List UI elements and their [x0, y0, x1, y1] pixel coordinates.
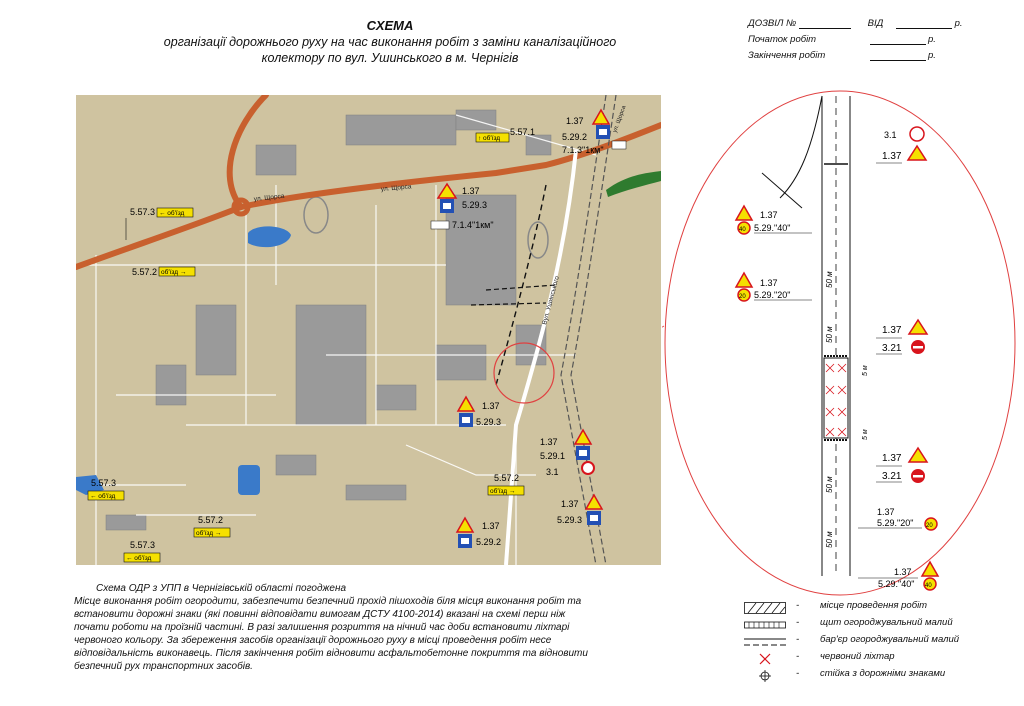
railway [561, 95, 606, 565]
sign-code: 1.37 [482, 521, 500, 531]
sign-code: 5.57.2 [132, 267, 158, 277]
detail-sign-5-29-40-right-code: 5.29."40" [878, 579, 915, 589]
roadwork-sign-icon [736, 206, 752, 220]
roadwork-sign-icon [736, 273, 752, 287]
legend-dash: - [796, 600, 800, 611]
sign-code: 5.29.3 [557, 515, 583, 525]
legend-label-1: місце проведення робіт [820, 600, 928, 611]
sign-5-57-3-bottom-left [124, 540, 160, 562]
location-map [76, 95, 661, 565]
detail-sign-1-37-a-code: 1.37 [882, 325, 902, 336]
sign-group-mid [431, 184, 494, 230]
street-label-ushynskoho: Вул. Ушинського [541, 275, 561, 326]
notes-line-5: відповідальність виконавець. Після закінчення робіт відновити асфальтобетонне покриття та відновити [74, 648, 588, 659]
distance-label: 50 м [825, 531, 834, 548]
sign-code: 5.29.3 [476, 417, 502, 427]
end-suffix: р. [928, 50, 936, 61]
distance-label: 50 м [825, 271, 834, 288]
speed-limit-40-label: 40 [739, 227, 746, 233]
start-date-row [748, 34, 1018, 50]
permit-number-field [799, 18, 851, 29]
shield-icon [744, 619, 786, 631]
notes-line-1: Місце виконання робіт огородити, забезпечити безпечний прохід пішоходів біля місця виконання робіт та [74, 596, 582, 607]
sign-code: 1.37 [561, 499, 579, 509]
sign-code: 1.37 [540, 437, 558, 447]
end-date-row [748, 50, 1018, 66]
sign-code: 5.57.3 [130, 207, 156, 217]
roadwork-sign-icon [909, 320, 927, 334]
permit-block [748, 18, 1018, 66]
park-strip [606, 171, 661, 197]
notes-line-4: червоного кольору. За збереження засобів організації дорожнього руху в місці проведення робіт несе [74, 635, 552, 646]
detail-sign-1-37-top-code: 1.37 [882, 151, 902, 162]
sign-code: 5.29.2 [562, 132, 588, 142]
roadwork-sign-icon [908, 146, 926, 160]
sign-code: 5.57.3 [130, 540, 156, 550]
sign-code: 7.1.4"1км" [452, 220, 494, 230]
detail-sign-3-21-b-code: 3.21 [882, 471, 902, 482]
sign-plate: ↑ об'їзд [478, 135, 501, 142]
detail-ellipse [665, 91, 1015, 595]
notes-line-2: встановити дорожні знаки (які повинні відповідати вимогам ДСТУ 4100-2014) вказані на схемі перш ніж [74, 609, 566, 620]
end-date-field [870, 50, 926, 61]
sign-code: 5.29.1 [540, 451, 566, 461]
connector-line [662, 326, 664, 333]
permit-number-row [748, 18, 1018, 34]
sign-code: 3.1 [546, 467, 559, 477]
detail-sign-1-37-right2-code: 1.37 [894, 567, 912, 577]
detail-sign-1-37-right-code: 1.37 [877, 507, 895, 517]
permit-suffix: р. [954, 18, 963, 29]
detail-sign-5-29-40-left-code: 5.29."40" [754, 223, 791, 233]
end-label: Закінчення робіт [748, 50, 826, 61]
work-zone-detail [662, 88, 1020, 598]
road-lines [762, 96, 850, 576]
sign-code: 5.29.3 [462, 200, 488, 210]
legend-item-barrier [740, 634, 1020, 651]
sign-code: 5.57.1 [510, 127, 536, 137]
permit-number-label: ДОЗВІЛ № [748, 18, 797, 29]
permit-from-label: ВІД [867, 18, 884, 29]
legend-item-small-shield [740, 617, 1020, 634]
sign-plate: об'їзд → [196, 530, 222, 537]
sign-code: 1.37 [462, 186, 480, 196]
sign-plate: ← об'їзд [159, 210, 185, 217]
street-label-shchorsa-1: ул. Щорса [253, 192, 285, 203]
legend [740, 600, 1020, 685]
notes-line-3: почати роботи на проїзній частині. В разі залишення розриття на нічний час доби встановити ліхтарі [74, 622, 570, 633]
legend-dash: - [796, 617, 800, 628]
start-label: Початок робіт [748, 34, 817, 45]
title-heading: СХЕМА [366, 18, 414, 33]
roadwork-sign-icon [909, 448, 927, 462]
sign-code: 5.57.2 [494, 473, 520, 483]
notes-block [74, 582, 674, 673]
legend-item-work-site [740, 600, 1020, 617]
sign-code: 5.57.2 [198, 515, 224, 525]
sign-plate: ← об'їзд [126, 555, 152, 562]
detail-sign-5-29-20-left-code: 5.29."20" [754, 290, 791, 300]
detail-canvas [662, 88, 1020, 598]
work-area [824, 358, 848, 438]
sign-5-57-2-left [132, 267, 195, 277]
distance-label: 5 м [862, 429, 869, 440]
sign-code: 5.57.3 [91, 478, 117, 488]
red-lamp-icon [744, 653, 786, 665]
sign-group-right [540, 430, 594, 477]
map-canvas [76, 95, 661, 565]
notes-line-6: безпечний рух транспортних засобів. [74, 661, 253, 672]
title-subtitle-1: організації дорожнього руху на час виконання робіт з заміни каналізаційного [163, 35, 617, 49]
detail-sign-1-37-b-code: 1.37 [882, 453, 902, 464]
notes-approval: Схема ОДР з УПП в Чернігівській області погоджена [96, 583, 347, 594]
legend-label-3: бар'єр огороджувальний малий [820, 634, 960, 645]
sign-plate: об'їзд → [490, 488, 516, 495]
legend-dash: - [796, 651, 800, 662]
scheme-title [120, 18, 660, 66]
detail-sign-1-37-left2-code: 1.37 [760, 278, 778, 288]
permit-date-field [896, 18, 952, 29]
start-date-field [870, 34, 926, 45]
start-suffix: р. [928, 34, 936, 45]
stadium [304, 197, 328, 233]
detail-sign-5-29-20-right-code: 5.29."20" [877, 518, 914, 528]
legend-item-sign-post [740, 668, 1020, 685]
sign-plate: ← об'їзд [90, 493, 116, 500]
no-entry-icon [910, 127, 924, 141]
speed-limit-20-label: 20 [926, 523, 933, 529]
legend-dash: - [796, 668, 800, 679]
detail-sign-1-37-left-code: 1.37 [760, 210, 778, 220]
distance-label: 50 м [825, 326, 834, 343]
sign-code: 5.29.2 [476, 537, 502, 547]
sign-group-bottom-right [557, 495, 602, 525]
distance-label: 50 м [825, 476, 834, 493]
legend-label-4: червоний ліхтар [820, 651, 895, 662]
sign-code: 1.37 [482, 401, 500, 411]
street-label-shchorsa-2: ул. Щорса [380, 183, 412, 193]
legend-label-2: щит огороджувальний малий [820, 617, 953, 628]
sign-group-bottom-left [457, 518, 501, 548]
sign-code: 7.1.3"1км" [562, 145, 604, 155]
stadium-2 [528, 222, 548, 258]
legend-dash: - [796, 634, 800, 645]
detail-sign-3-1-code: 3.1 [884, 130, 897, 140]
sign-5-57-2-bottom-left [194, 515, 230, 537]
sign-post-icon [744, 670, 786, 682]
sign-5-57-2-bottom [488, 473, 524, 495]
legend-item-red-lamp [740, 651, 1020, 668]
street-label-shchorsa-3: ул. Щорса [612, 104, 628, 134]
detail-sign-3-21-a-code: 3.21 [882, 343, 902, 354]
distance-label: 5 м [862, 365, 869, 376]
sign-plate: об'їзд → [161, 269, 187, 276]
title-subtitle-2: колектору по вул. Ушинського в м. Чернігів [261, 51, 519, 65]
legend-label-5: стійка з дорожніми знаками [820, 668, 946, 679]
hatched-area-icon [744, 602, 786, 614]
sign-code: 1.37 [566, 116, 584, 126]
speed-limit-20-label: 20 [739, 294, 746, 300]
barrier-icon [744, 636, 786, 648]
speed-limit-40-label: 40 [925, 583, 932, 589]
sign-group-center [458, 397, 501, 427]
